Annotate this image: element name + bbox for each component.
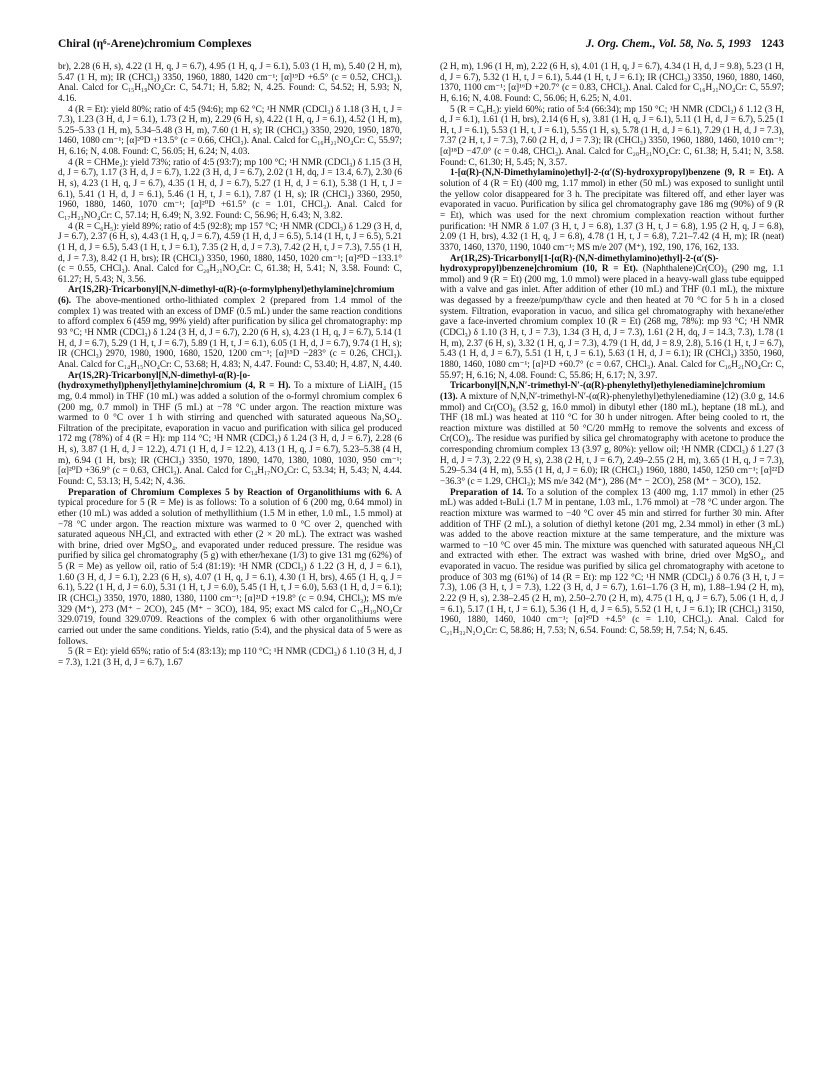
paragraph-heading: Ar(1S,2R)-Tricarbonyl[N,N-dimethyl-α(R)-(o-formylphenyl)ethylamine]chromium (6). [58, 285, 395, 307]
journal-name: J. Org. Chem., Vol. 58, No. 5, 1993 [585, 38, 751, 50]
paragraph-text: (2 H, m), 1.96 (1 H, m), 2.22 (6 H, s), 4.01 (1 H, q, J = 6.7), 4.34 (1 H, d, J = 9.8), 5.23 (1 H, d, J = 6.7), 5.32 (1 H, t, J = 6.1), 5.44 (1 H, t, J = 6.1); IR (CHCl₃) 3350, 1960, 1880, 1460, 1370, 1100 cm⁻¹; [α]¹⁶D +20.7° (c = 0.83, CHCl₃). Anal. Calcd for C₁₆H₂₁NO₄Cr: C, 55.97; H, 6.16; N, 4.08. Found: C, 56.06; H, 6.25; N, 4.01. [440, 62, 784, 104]
paragraph [440, 488, 784, 637]
paragraph-text: 4 (R = Et): yield 80%; ratio of 4:5 (94:6); mp 62 °C; ¹H NMR (CDCl₃) δ 1.18 (3 H, t, J = 7.3), 1.23 (3 H, d, J = 6.1), 1.73 (2 H, m), 2.29 (6 H, s), 4.22 (1 H, q, J = 6.1), 4.52 (1 H, m), 5.25–5.33 (1 H, m), 5.34–5.48 (3 H, m), 7.60 (1 H, s); IR (CHCl₃) 3350, 2920, 1950, 1870, 1460, 1080 cm⁻¹; [α]²⁰D +13.5° (c = 0.66, CHCl₃). Anal. Calcd for C₁₆H₂₁NO₄Cr: C, 55.97; H, 6.16; N, 4.08. Found: C, 56.05; H, 6.24; N, 4.03. [58, 104, 402, 158]
paragraph-text: 5 (R = C₆H₅): yield 60%; ratio of 5:4 (66:34); mp 150 °C; ¹H NMR (CDCl₃) δ 1.12 (3 H, d, J = 6.1), 1.61 (1 H, brs), 2.14 (6 H, s), 3.81 (1 H, q, J = 6.1), 5.11 (1 H, d, J = 6.7), 5.25 (1 H, t, J = 6.1), 5.53 (1 H, t, J = 6.1), 5.55 (1 H, s), 5.78 (1 H, d, J = 6.1), 7.29 (1 H, d, J = 7.3), 7.37 (2 H, t, J = 7.3), 7.60 (2 H, d, J = 7.3); IR (CHCl₃) 3350, 1960, 1880, 1460, 1010 cm⁻¹; [α]¹⁸D −47.0° (c = 0.48, CHCl₃). Anal. Calcd for C₂₀H₂₁NO₄Cr: C, 61.38; H, 5.41; N, 3.58. Found: C, 61.30; H, 5.45; N, 3.57. [440, 104, 784, 168]
paragraph-heading: Preparation of Chromium Complexes 5 by Reaction of Organolithiums with 6. [68, 487, 393, 498]
paragraph [440, 168, 784, 253]
paragraph [440, 254, 784, 382]
paragraph-heading: Preparation of 14. [450, 487, 524, 498]
paragraph-text: A typical procedure for 5 (R = Me) is as follows: To a solution of 6 (200 mg, 0.64 mmol) in ether (10 mL) was added a solution of methyllithium (1.5 M in ether, 1.0 mL, 1.5 mmol) at −78 °C under argon. The reaction mixture was warmed to 0 °C over 2, quenched with saturated aqueous NH₄Cl, and extracted with ether (2 × 20 mL). The extract was washed with brine, dried over MgSO₄, and evaporated under reduced pressure. The residue was purified by silica gel chromatography (5 g) with ether/hexane (1/3) to give 131 mg (62%) of 5 (R = Me) as yellow oil, ratio of 5:4 (81:19): ¹H NMR (CDCl₃) δ 1.22 (3 H, d, J = 6.1), 1.60 (3 H, d, J = 6.1), 2.23 (6 H, s), 4.07 (1 H, q, J = 6.1), 4.30 (1 H, brs), 4.65 (1 H, q, J = 6.1), 5.22 (1 H, d, J = 6.0), 5.31 (1 H, t, J = 6.0), 5.45 (1 H, t, J = 6.0), 5.63 (1 H, d, J = 6.1); IR (CHCl₃) 3350, 1970, 1880, 1380, 1100 cm⁻¹; [α]²¹D +19.8° (c = 0.94, CHCl₃); MS m/e 329 (M⁺), 273 (M⁺ − 2CO), 245 (M⁺ − 3CO), 184, 95; exact MS calcd for C₁₅H₁₉NO₄Cr 329.0719, found 329.0709. Reactions of the complex 6 with other organolithiums were carried out under the same conditions. Yields, ratio (5:4), and the physical data of 5 were as follows. [58, 487, 402, 647]
paragraph [58, 62, 402, 105]
paragraph-text: 5 (R = Et): yield 65%; ratio of 5:4 (83:13); mp 110 °C; ¹H NMR (CDCl₃) δ 1.10 (3 H, d, J = 7.3), 1.21 (3 H, d, J = 6.7), 1.67 [58, 647, 402, 668]
page-number: 1243 [761, 38, 784, 50]
running-header [58, 38, 784, 54]
paragraph [440, 381, 784, 487]
paragraph [58, 371, 402, 488]
paragraph [58, 285, 402, 370]
paragraph [58, 158, 402, 222]
paragraph-heading: Ar(1R,2S)-Tricarbonyl[1-[α(R)-(N,N-dimethylamino)ethyl]-2-(α′(S)-hydroxypropyl)benzene]chromium (10, R = Et). [440, 253, 719, 275]
paragraph-text: A solution of 4 (R = Et) (400 mg, 1.17 mmol) in ether (50 mL) was exposed to sunlight until the yellow color disappeared for 3 h. The precipitate was filtered off, and ether layer was evaporated in vacuo. Purification by silica gel chromatography gave 186 mg (90%) of 9 (R = Et), which was used for the next chromium complexation reaction without further purification: ¹H NMR δ 1.07 (3 H, t, J = 6.8), 1.37 (3 H, t, J = 6.8), 1.95 (2 H, q, J = 6.8), 2.09 (1 H, brs), 4.32 (1 H, q, J = 6.8), 4.78 (1 H, t, J = 6.8), 7.21–7.42 (4 H, m); IR (neat) 3370, 1460, 1370, 1190, 1040 cm⁻¹; MS m/e 207 (M⁺), 192, 190, 176, 162, 133. [440, 168, 784, 253]
paragraph-text: (Naphthalene)Cr(CO)₃ (290 mg, 1.1 mmol) and 9 (R = Et) (200 mg, 1.0 mmol) were placed in a heavy-wall glass tube equipped with a valve and gas inlet. After addition of ether (10 mL) and THF (0.1 mL), the mixture was degassed by a freeze/pump/thaw cycle and then heated at 70 °C for 5 h in a closed system. Filtration, evaporation in vacuo, and silica gel chromatography with hexane/ether gave a face-inverted chromium complex 10 (R = Et) (268 mg, 78%): mp 93 °C; ¹H NMR (CDCl₃) δ 1.10 (3 H, t, J = 7.3), 1.34 (3 H, d, J = 7.3), 1.61 (2 H, dq, J = 14.3, 7.3), 1.78 (1 H, m), 2.37 (6 H, s), 3.32 (1 H, q, J = 7.3), 4.79 (1 H, dd, J = 8.9, 2.8), 5.16 (1 H, t, J = 6.7), 5.43 (1 H, d, J = 6.7), 5.51 (1 H, t, J = 6.1), 5.63 (1 H, d, J = 6.1); IR (CHCl₃) 3350, 1960, 1880, 1460, 1080 cm⁻¹; [α]²¹D +60.7° (c = 0.67, CHCl₃). Anal. Calcd for C₁₆H₂₁NO₄Cr: C, 55.97; H, 6.16; N, 4.08. Found: C, 55.86; H, 6.17; N, 3.97. [440, 264, 784, 381]
journal-citation [586, 38, 784, 50]
paragraph-text: br), 2.28 (6 H, s), 4.22 (1 H, q, J = 6.7), 4.95 (1 H, q, J = 6.1), 5.03 (1 H, m), 5.40 (2 H, m), 5.47 (1 H, m); IR (CHCl₃) 3350, 1960, 1880, 1420 cm⁻¹; [α]¹⁹D +6.5° (c = 0.52, CHCl₃). Anal. Calcd for C₁₅H₁₉NO₄Cr: C, 54.71; H, 5.82; N, 4.25. Found: C, 54.52; H, 5.93; N, 4.16. [58, 62, 402, 104]
paragraph-heading: Tricarbonyl[N,N,N′-trimethyl-N′-(α(R)-phenylethyl)ethylenediamine]chromium (13). [440, 381, 766, 402]
right-column [440, 62, 784, 1052]
paragraph-text: The above-mentioned ortho-lithiated complex 2 (prepared from 1.4 mmol of the complex 1) was treated with an excess of DMF (0.5 mL) under the same reaction conditions to afford complex 6 (459 mg, 99% yield) after purification by silica gel chromatography: mp 93 °C; ¹H NMR (CDCl₃) δ 1.24 (3 H, d, J = 6.7), 2.20 (6 H, s), 4.23 (1 H, q, J = 6.7), 5.14 (1 H, d, J = 6.7), 5.29 (1 H, t, J = 6.7), 5.89 (1 H, t, J = 6.1), 6.05 (1 H, d, J = 6.7), 9.74 (1 H, s); IR (CHCl₃) 2970, 1980, 1900, 1680, 1520, 1200 cm⁻¹; [α]¹⁵D −283° (c = 0.26, CHCl₃). Anal. Calcd for C₁₄H₁₅NO₄Cr: C, 53.68; H, 4.83; N, 4.47. Found: C, 53.40; H, 4.87, N, 4.40. [58, 296, 402, 370]
paragraph-text: To a mixture of LiAlH₄ (15 mg, 0.4 mmol) in THF (10 mL) was added a solution of the o-formyl chromium complex 6 (200 mg, 0.7 mmol) in THF (5 mL) at −78 °C under argon. The reaction mixture was warmed to 0 °C over 1 h with stirring and quenched with saturated aqueous Na₂SO₄. Filtration of the precipitate, evaporation in vacuo and purification with silica gel produced 172 mg (78%) of 4 (R = H): mp 114 °C; ¹H NMR (CDCl₃) δ 1.24 (3 H, d, J = 6.7), 2.28 (6 H, s), 3.87 (1 H, d, J = 12.2), 4.71 (1 H, d, J = 12.2), 4.13 (1 H, q, J = 6.7), 5.23–5.38 (4 H, m), 6.94 (1 H, brs); IR (CHCl₃) 3350, 1970, 1890, 1470, 1380, 1080, 1030, 950 cm⁻¹; [α]²⁰D +36.9° (c = 0.63, CHCl₃). Anal. Calcd for C₁₄H₁₇NO₄Cr: C, 53.34; H, 5.43; N, 4.44. Found: C, 53.13; H, 5.42; N, 4.36. [58, 381, 402, 487]
paragraph-text: 4 (R = CHMe₂): yield 73%; ratio of 4:5 (93:7); mp 100 °C; ¹H NMR (CDCl₃) δ 1.15 (3 H, d, J = 6.7), 1.17 (3 H, d, J = 6.7), 1.22 (3 H, d, J = 6.7), 2.02 (1 H, dq, J = 13.4, 6.7), 2.30 (6 H, s), 4.23 (1 H, q, J = 6.7), 4.35 (1 H, d, J = 6.7), 5.27 (1 H, d, J = 6.1), 5.38 (1 H, t, J = 6.1), 5.41 (1 H, d, J = 6.1), 5.46 (1 H, t, J = 6.1), 7.87 (1 H, s); IR (CHCl₃) 3360, 2950, 1960, 1880, 1460, 1070 cm⁻¹; [α]²⁰D +61.5° (c = 1.01, CHCl₃). Anal. Calcd for C₁₇H₂₃NO₄Cr: C, 57.14; H, 6.49; N, 3.92. Found: C, 56.96; H, 6.43; N, 3.82. [58, 157, 402, 221]
paragraph-text: To a solution of the complex 13 (400 mg, 1.17 mmol) in ether (25 mL) was added t-BuLi (1.7 M in pentane, 1.03 mL, 1.76 mmol) at −78 °C under argon. The reaction mixture was warmed to −40 °C over 45 min and stirred for further 30 min. After addition of THF (2 mL), a solution of diethyl ketone (201 mg, 2.34 mmol) in ether (3 mL) was added to the above reaction mixture at the same temperature, and the mixture was warmed to −10 °C over 45 min. The mixture was quenched with saturated aqueous NH₄Cl and extracted with ether. The extract was washed with brine, dried over MgSO₄, and evaporated in vacuo. The residue was purified by silica gel chromatography with acetone to produce of 303 mg (61%) of 14 (R = Et): mp 122 °C; ¹H NMR (CDCl₃) δ 0.76 (3 H, t, J = 7.3), 1.06 (3 H, t, J = 7.3), 1.22 (3 H, d, J = 6.7), 1.61–1.76 (3 H, m), 1.88–1.94 (2 H, m), 2.22 (9 H, s), 2.38–2.45 (2 H, m), 2.50–2.70 (2 H, m), 4.75 (1 H, q, J = 6.7), 5.06 (1 H, d, J = 6.1), 5.17 (1 H, t, J = 6.1), 5.36 (1 H, d, J = 6.5), 5.52 (1 H, t, J = 6.1); IR (CHCl₃) 3150, 1960, 1880, 1460, 1040 cm⁻¹; [α]²⁰D +4.5° (c = 1.10, CHCl₃). Anal. Calcd for C₂₁H₃₂N₂O₄Cr: C, 58.86; H, 7.53; N, 6.54. Found: C, 58.59; H, 7.54; N, 6.45. [440, 487, 784, 636]
paragraph [58, 488, 402, 648]
left-column [58, 62, 402, 1052]
paragraph [440, 105, 784, 169]
paragraph-heading: 1-[α(R)-(N,N-Dimethylamino)ethyl]-2-(α′(S)-hydroxypropyl)benzene (9, R = Et). [450, 168, 774, 179]
paragraph [440, 62, 784, 105]
running-title: Chiral (η⁶-Arene)chromium Complexes [58, 38, 252, 50]
paragraph [58, 105, 402, 158]
paragraph [58, 647, 402, 668]
paragraph-heading: Ar(1S,2R)-Tricarbonyl[N,N-dimethyl-α(R)-[o-(hydroxymethyl)phenyl]ethylamine]chromium (4, R = H). [58, 370, 291, 392]
paragraph-text: A mixture of N,N,N′-trimethyl-N′-(α(R)-phenylethyl)ethylenediamine (12) (3.0 g, 14.6 mmol) and Cr(CO)₆ (3.52 g, 16.0 mmol) in dibutyl ether (180 mL), heptane (18 mL), and THF (18 mL) was heated at 110 °C for 30 h under nitrogen. After being cooled to rt, the reaction mixture was distilled at 50 °C/20 mmHg to remove the solvents and excess of Cr(CO)₆. The residue was purified by silica gel chromatography with acetone to produce the corresponding chromium complex 13 (3.97 g, 80%): yellow oil; ¹H NMR (CDCl₃) δ 1.27 (3 H, d, J = 7.3), 2.22 (9 H, s), 2.38 (2 H, t, J = 6.7), 2.49–2.55 (2 H, m), 3.65 (1 H, q, J = 7.3), 5.29–5.34 (4 H, m), 5.55 (1 H, d, J = 6.0); IR (CHCl₃) 1960, 1880, 1450, 1250 cm⁻¹; [α]²²D −36.3° (c = 1.29, CHCl₃); MS m/e 342 (M⁺), 286 (M⁺ − 2CO), 258 (M⁺ − 3CO), 152. [440, 391, 784, 487]
paragraph [58, 222, 402, 286]
paragraph-text: 4 (R = C₆H₅): yield 89%; ratio of 4:5 (92:8); mp 157 °C; ¹H NMR (CDCl₃) δ 1.29 (3 H, d, J = 6.7), 2.37 (6 H, s), 4.43 (1 H, q, J = 6.7), 4.59 (1 H, d, J = 6.5), 5.14 (1 H, t, J = 6.5), 5.21 (1 H, d, J = 6.5), 5.43 (1 H, t, J = 6.1), 7.35 (2 H, d, J = 7.3), 7.42 (2 H, t, J = 7.3), 7.55 (1 H, d, J = 7.3), 8.42 (1 H, brs); IR (CHCl₃) 3350, 1960, 1880, 1450, 1020 cm⁻¹; [α]²⁰D −133.1° (c = 0.55, CHCl₃). Anal. Calcd for C₂₀H₂₁NO₄Cr: C, 61.38; H, 5.41; N, 3.58. Found: C, 61.27; H, 5.43; N, 3.56. [58, 221, 402, 285]
